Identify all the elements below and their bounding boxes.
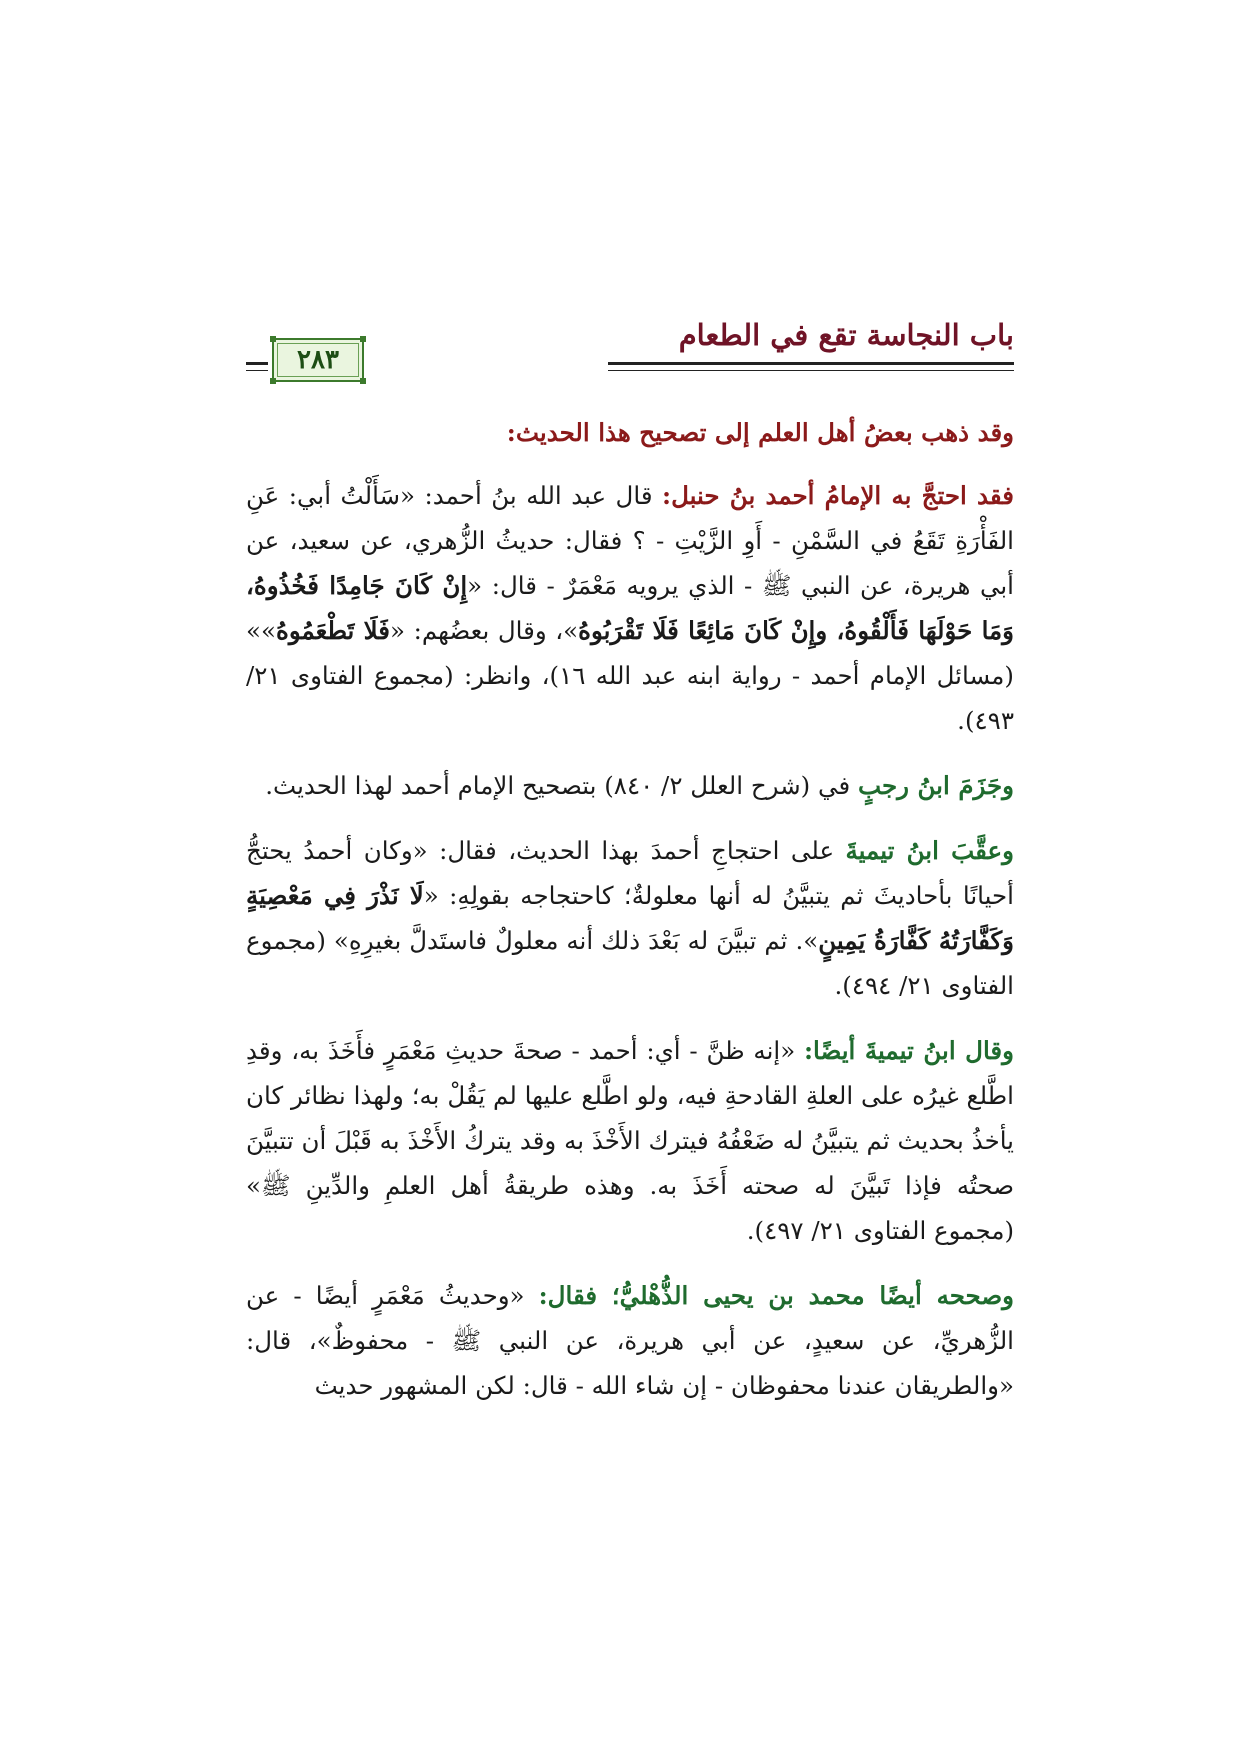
main-text: [246, 410, 1014, 1428]
section-heading: [246, 410, 1014, 455]
paragraph-text: قال عبد الله بنُ أحمد: «سَأَلْتُ أبي: عَنِ الفَأْرَةِ تَقَعُ في السَّمْنِ - أَوِ الزَّيْتِ - ؟ فقال: حديثُ الزُّهري، عن سعيد، عن أبي هريرة، عن النبي ﷺ - الذي يرويه مَعْمَرٌ - قال: «: [246, 481, 1014, 600]
ornament-corner: [270, 378, 276, 384]
paragraph-text: «إنه ظنَّ - أي: أحمد - صحةَ حديثِ مَعْمَرٍ فأَخَذَ به، وقدِ اطَّلع غيرُه على العلةِ القادحةِ فيه، ولو اطَّلع عليها لم يَقُلْ به؛ ولهذا نظائر كان يأخذُ بحديث ثم يتبيَّنُ له ضَعْفُهُ فيترك الأَخْذَ به وقد يتركُ الأَخْذَ به قَبْلَ أن تتبيَّنَ صحتُه فإذا تَبيَّنَ له صحته أَخَذَ به. وهذه طريقةُ أهل العلمِ والدِّينِ ﷺ» (مجموع الفتاوى ٢١/ ٤٩٧).: [246, 1036, 1014, 1245]
paragraph-text: في (شرح العلل ٢/ ٨٤٠) بتصحيح الإمام أحمد لهذا الحديث.: [265, 771, 858, 800]
paragraph-ibn-rajab: [246, 763, 1014, 808]
paragraph-ahmad: [246, 473, 1014, 743]
header-rule: [246, 370, 268, 371]
page-header: [246, 318, 1014, 388]
paragraph-lead: وعقَّبَ ابنُ تيميةَ: [845, 836, 1014, 865]
paragraph-ibn-taymiyya-1: [246, 828, 1014, 1008]
ornament-corner: [360, 336, 366, 342]
page-number: ٢٨٣: [297, 345, 339, 375]
paragraph-dhuhli: [246, 1273, 1014, 1408]
hadith-quote: فَلَا تَطْعَمُوهُ: [275, 616, 391, 645]
paragraph-lead: وصححه أيضًا محمد بن يحيى الذُّهْليُّ؛ فقال:: [538, 1281, 1014, 1310]
paragraph-text: على احتجاجِ أحمدَ بهذا الحديث، فقال: «وكان أحمدُ يحتجُّ أحيانًا بأحاديثَ ثم يتبيَّنُ له أنها معلولةٌ؛ كاحتجاجه بقولِهِ: «: [246, 836, 1014, 910]
section-heading-text: وقد ذهب بعضُ أهل العلم إلى تصحيح هذا الحديث:: [506, 418, 1014, 447]
paragraph-text: »، وقال بعضُهم: «: [390, 616, 579, 645]
page-number-frame: [272, 338, 364, 382]
paragraph-text: »» (مسائل الإمام أحمد - رواية ابنه عبد الله ١٦)، وانظر: (مجموع الفتاوى ٢١/ ٤٩٣).: [246, 616, 1014, 735]
paragraph-ibn-taymiyya-2: [246, 1028, 1014, 1253]
ornament-corner: [360, 378, 366, 384]
paragraph-text: «وحديثُ مَعْمَرٍ أيضًا - عن الزُّهريِّ، عن سعيدٍ، عن أبي هريرة، عن النبي ﷺ - محفوظٌ»، قال: «والطريقان عندنا محفوظان - إن شاء الله - قال: لكن المشهور حديث: [246, 1281, 1014, 1400]
hadith-quote: لَا نَذْرَ فِي مَعْصِيَةٍ وَكَفَّارَتُهُ كَفَّارَةُ يَمِينٍ: [246, 881, 1014, 955]
header-rule: [246, 362, 268, 365]
paragraph-lead: وجَزَمَ ابنُ رجبٍ: [857, 771, 1014, 800]
running-title: باب النجاسة تقع في الطعام: [678, 318, 1014, 352]
header-rule: [608, 362, 1014, 365]
paragraph-text: ». ثم تبيَّنَ له بَعْدَ ذلك أنه معلولٌ فاستَدلَّ بغيرِهِ» (مجموع الفتاوى ٢١/ ٤٩٤).: [246, 926, 1014, 1000]
header-rule: [608, 370, 1014, 371]
ornament-corner: [270, 336, 276, 342]
hadith-quote: إِنْ كَانَ جَامِدًا فَخُذُوهُ، وَمَا حَوْلَهَا فَأَلْقُوهُ، وإِنْ كَانَ مَائِعًا فَلَا تَقْرَبُوهُ: [246, 571, 1014, 645]
paragraph-lead: وقال ابنُ تيميةَ أيضًا:: [803, 1036, 1014, 1065]
paragraph-lead: فقد احتجَّ به الإمامُ أحمد بنُ حنبل:: [662, 481, 1014, 510]
